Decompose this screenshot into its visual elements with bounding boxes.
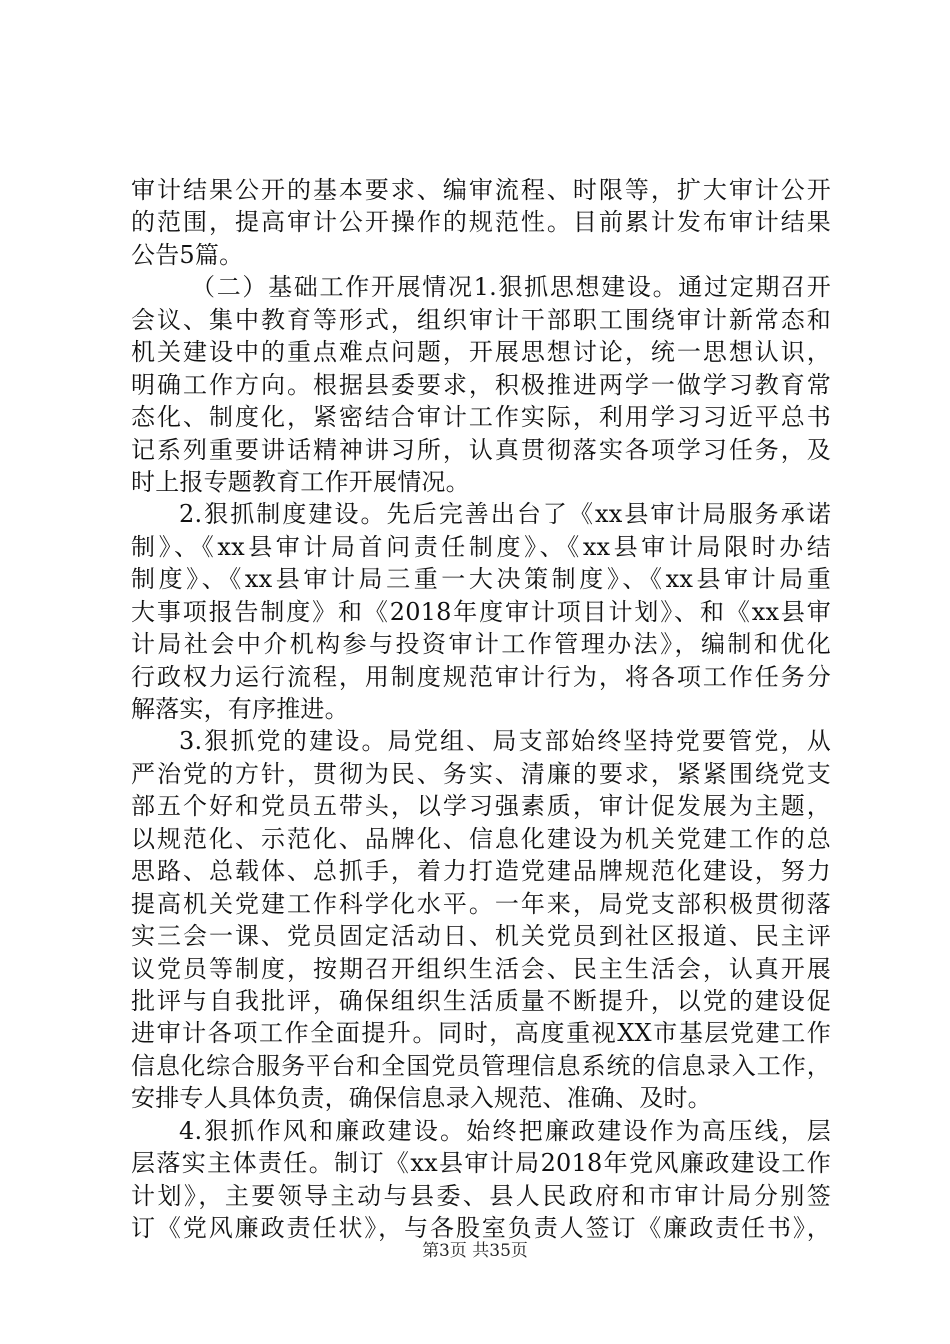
text-line: 明确工作方向。根据县委要求，积极推进两学一做学习教育常: [131, 370, 831, 399]
text-line: 3.狠抓党的建设。局党组、局支部始终坚持党要管党，从: [179, 727, 831, 756]
text-line: 以规范化、示范化、品牌化、信息化建设为机关党建工作的总: [131, 824, 831, 853]
text-line: 严治党的方针，贯彻为民、务实、清廉的要求，紧紧围绕党支: [131, 759, 831, 788]
text-line: 实三会一课、党员固定活动日、机关党员到社区报道、民主评: [131, 922, 831, 951]
text-line: 的范围，提高审计公开操作的规范性。目前累计发布审计结果: [131, 208, 831, 237]
text-line: 时上报专题教育工作开展情况。: [131, 467, 470, 496]
text-line: 层落实主体责任。制订《xx县审计局2018年党风廉政建设工作: [131, 1149, 831, 1178]
text-line: 部五个好和党员五带头，以学习强素质，审计促发展为主题，: [131, 792, 831, 821]
text-line: 大事项报告制度》和《2018年度审计项目计划》、和《xx县审: [131, 597, 831, 626]
text-line: 4.狠抓作风和廉政建设。始终把廉政建设作为高压线，层: [179, 1116, 831, 1145]
text-line: 订《党风廉政责任状》，与各股室负责人签订《廉政责任书》，: [131, 1214, 831, 1242]
text-line: 机关建设中的重点难点问题，开展思想讨论，统一思想认识，: [131, 338, 831, 367]
text-line: 信息化综合服务平台和全国党员管理信息系统的信息录入工作，: [131, 1051, 831, 1080]
text-line: 审计结果公开的基本要求、编审流程、时限等，扩大审计公开: [131, 176, 831, 204]
text-line: 2.狠抓制度建设。先后完善出台了《xx县审计局服务承诺: [179, 500, 831, 529]
text-line: 记系列重要讲话精神讲习所，认真贯彻落实各项学习任务，及: [131, 435, 831, 464]
text-line: 计局社会中介机构参与投资审计工作管理办法》，编制和优化: [131, 630, 831, 659]
text-line: 议党员等制度，按期召开组织生活会、民主生活会，认真开展: [131, 954, 831, 983]
text-line: 行政权力运行流程，用制度规范审计行为，将各项工作任务分: [131, 662, 831, 691]
text-line: （二）基础工作开展情况1.狠抓思想建设。通过定期召开: [191, 273, 831, 302]
document-body: [131, 174, 831, 1244]
page-number-footer: 第3页 共35页: [422, 1241, 528, 1261]
text-line: 批评与自我批评，确保组织生活质量不断提升，以党的建设促: [131, 986, 831, 1015]
text-line: 计划》，主要领导主动与县委、县人民政府和市审计局分别签: [131, 1181, 831, 1210]
text-line: 安排专人具体负责，确保信息录入规范、准确、及时。: [131, 1084, 712, 1113]
text-line: 公告5篇。: [131, 240, 244, 269]
text-line: 进审计各项工作全面提升。同时，高度重视XX市基层党建工作: [131, 1019, 831, 1048]
text-line: 会议、集中教育等形式，组织审计干部职工围绕审计新常态和: [131, 305, 831, 334]
text-line: 态化、制度化，紧密结合审计工作实际，利用学习习近平总书: [131, 403, 831, 432]
text-line: 制》、《xx县审计局首问责任制度》、《xx县审计局限时办结: [131, 532, 831, 561]
text-line: 思路、总载体、总抓手，着力打造党建品牌规范化建设，努力: [131, 857, 831, 886]
text-line: 解落实，有序推进。: [131, 695, 349, 723]
text-line: 制度》、《xx县审计局三重一大决策制度》、《xx县审计局重: [131, 565, 831, 594]
text-line: 提高机关党建工作科学化水平。一年来，局党支部积极贯彻落: [131, 889, 831, 918]
